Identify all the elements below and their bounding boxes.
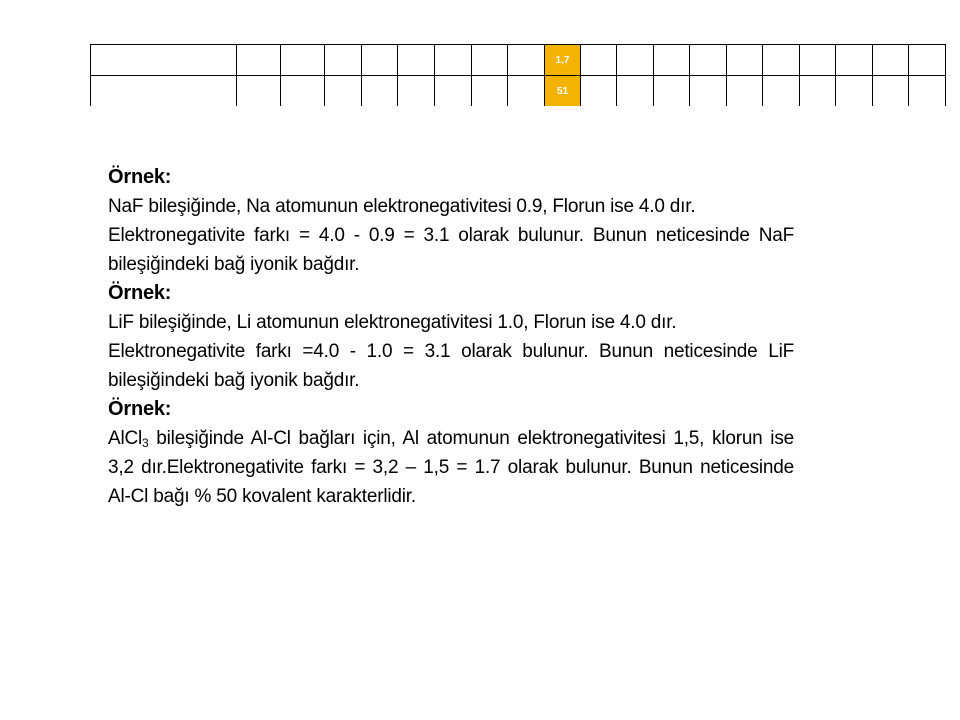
table-cell bbox=[91, 76, 237, 107]
example-statement: LiF bileşiğinde, Li atomunun elektronegativitesi 1.0, Florun ise 4.0 dır. bbox=[108, 312, 677, 333]
table-cell bbox=[472, 76, 508, 107]
examples-text-block bbox=[108, 163, 794, 511]
table-cell bbox=[281, 45, 325, 76]
table-cell bbox=[237, 45, 281, 76]
table-cell bbox=[873, 76, 909, 107]
example-result: Elektronegativite farkı =4.0 - 1.0 = 3.1 olarak bulunur. Bunun neticesinde LiF bileşiğindeki bağ iyonik bağdır. bbox=[108, 341, 794, 391]
formula-subscript: 3 bbox=[142, 436, 149, 450]
table-cell bbox=[909, 76, 946, 107]
highlighted-cell: 1,7 bbox=[545, 45, 581, 76]
table-cell bbox=[508, 45, 545, 76]
table-cell bbox=[654, 45, 690, 76]
table-cell bbox=[800, 45, 836, 76]
table-cell bbox=[325, 76, 362, 107]
table-cell bbox=[472, 45, 508, 76]
table-row bbox=[91, 45, 946, 76]
table-cell bbox=[690, 45, 727, 76]
example-paragraph bbox=[108, 424, 794, 511]
table-cell bbox=[836, 76, 873, 107]
table-cell bbox=[435, 45, 472, 76]
table-cell bbox=[800, 76, 836, 107]
table-cell bbox=[654, 76, 690, 107]
table-cell bbox=[581, 76, 617, 107]
example-heading: Örnek: bbox=[108, 398, 172, 420]
example-heading: Örnek: bbox=[108, 166, 172, 188]
table-cell bbox=[398, 76, 435, 107]
table-cell bbox=[325, 45, 362, 76]
table-cell bbox=[508, 76, 545, 107]
table-cell bbox=[435, 76, 472, 107]
example-text: bileşiğinde Al-Cl bağları için, Al atomunun elektronegativitesi 1,5, klorun ise 3,2 dır.Elektronegativite farkı = 3,2 – 1,5 = 1.7 olarak bulunur. Bunun neticesinde Al-Cl bağı % 50 kovalent karakterlidir. bbox=[108, 428, 794, 507]
table-cell bbox=[836, 45, 873, 76]
example-result: Elektronegativite farkı = 4.0 - 0.9 = 3.1 olarak bulunur. Bunun neticesinde NaF bileşiğindeki bağ iyonik bağdır. bbox=[108, 225, 794, 275]
table-cell bbox=[763, 76, 800, 107]
electronegativity-table bbox=[90, 44, 946, 106]
highlighted-cell: 51 bbox=[545, 76, 581, 107]
table-cell bbox=[581, 45, 617, 76]
table-cell bbox=[91, 45, 237, 76]
table-cell bbox=[362, 76, 398, 107]
formula-base: AlCl bbox=[108, 428, 143, 449]
table-cell bbox=[727, 76, 763, 107]
example-heading: Örnek: bbox=[108, 282, 172, 304]
table-cell bbox=[727, 45, 763, 76]
table-cell bbox=[617, 76, 654, 107]
table-cell bbox=[281, 76, 325, 107]
table-cell bbox=[909, 45, 946, 76]
table-cell bbox=[617, 45, 654, 76]
table-cell bbox=[763, 45, 800, 76]
table-cell bbox=[690, 76, 727, 107]
table-cell bbox=[398, 45, 435, 76]
table-cell bbox=[362, 45, 398, 76]
table-cell bbox=[873, 45, 909, 76]
table-row bbox=[91, 76, 946, 107]
example-statement: NaF bileşiğinde, Na atomunun elektronegativitesi 0.9, Florun ise 4.0 dır. bbox=[108, 196, 696, 217]
table-cell bbox=[237, 76, 281, 107]
